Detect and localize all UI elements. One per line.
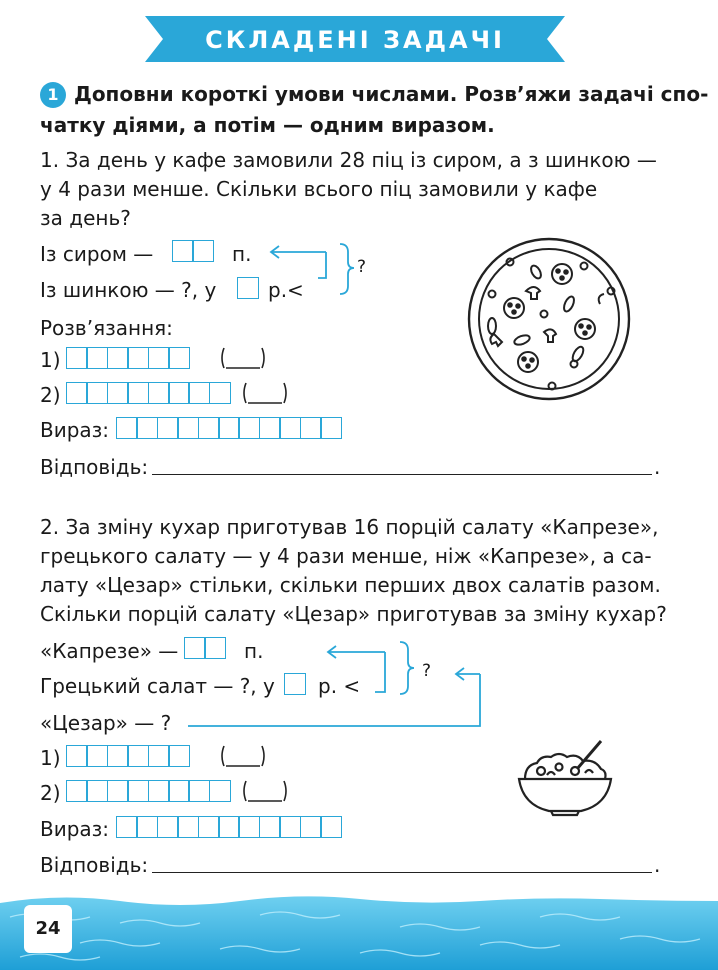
- water-footer: [0, 893, 718, 970]
- title-banner: [145, 14, 565, 64]
- cell[interactable]: [136, 417, 158, 439]
- cell[interactable]: [66, 382, 88, 404]
- p2-cond2-label: Грецький салат — ?, у: [40, 674, 275, 698]
- pizza-icon: [466, 236, 632, 402]
- cell[interactable]: [86, 382, 108, 404]
- p2-step2-label: 2): [40, 781, 61, 805]
- p1-expression-label: Вираз:: [40, 418, 110, 442]
- page-number: 24: [35, 918, 61, 939]
- cell[interactable]: [86, 780, 108, 802]
- cell[interactable]: [168, 382, 190, 404]
- cell[interactable]: [279, 417, 301, 439]
- cell[interactable]: [127, 347, 149, 369]
- p2-cond1-unit: п.: [244, 639, 264, 663]
- problem2-text-line4: Скільки порцій салату «Цезар» приготував за зміну кухар?: [40, 602, 667, 626]
- cell[interactable]: [148, 382, 170, 404]
- p2-answer-label: Відповідь:: [40, 853, 149, 877]
- p2-step2-input[interactable]: [66, 780, 229, 802]
- cell[interactable]: [218, 417, 240, 439]
- p2-cond3-label: «Цезар» — ?: [40, 711, 172, 735]
- problem2-text-line1: 2. За зміну кухар приготував 16 порцій салату «Капрезе»,: [40, 515, 659, 539]
- cell[interactable]: [148, 347, 170, 369]
- p1-step1-label: 1): [40, 348, 61, 372]
- digit-cell[interactable]: [192, 240, 214, 262]
- cell[interactable]: [300, 816, 322, 838]
- cell[interactable]: [320, 816, 342, 838]
- p2-expression-label: Вираз:: [40, 817, 110, 841]
- p1-step2-input[interactable]: [66, 382, 229, 404]
- p1-step2-label: 2): [40, 383, 61, 407]
- cell[interactable]: [148, 780, 170, 802]
- cell[interactable]: [116, 417, 138, 439]
- bracket-arrow-icon: [180, 636, 500, 732]
- cell[interactable]: [168, 780, 190, 802]
- problem2-text-line3: лату «Цезар» стільки, скільки перших двох салатів разом.: [40, 573, 661, 597]
- cell[interactable]: [157, 417, 179, 439]
- cell[interactable]: [157, 816, 179, 838]
- p1-solution-label: Розв’язання:: [40, 316, 173, 340]
- cell[interactable]: [86, 347, 108, 369]
- cell[interactable]: [86, 745, 108, 767]
- p1-answer-label: Відповідь:: [40, 455, 149, 479]
- cell[interactable]: [127, 382, 149, 404]
- task-instruction-line2: чатку діями, а потім — одним виразом.: [40, 113, 495, 137]
- cell[interactable]: [136, 816, 158, 838]
- problem1-text-line1: 1. За день у кафе замовили 28 піц із сиром, а з шинкою —: [40, 148, 657, 172]
- p1-step2-unit-field[interactable]: [240, 381, 290, 407]
- p1-step1-input[interactable]: [66, 347, 188, 369]
- page-number-box: [24, 905, 72, 953]
- p1-answer-end: .: [654, 455, 661, 479]
- p2-step1-input[interactable]: [66, 745, 188, 767]
- p2-cond2-unit: р. <: [318, 674, 361, 698]
- cell[interactable]: [66, 347, 88, 369]
- cell[interactable]: [238, 417, 260, 439]
- p1-cond1-label: Із сиром —: [40, 242, 154, 266]
- banner-title: СКЛАДЕНІ ЗАДАЧІ: [205, 26, 505, 54]
- digit-cell[interactable]: [172, 240, 194, 262]
- cell[interactable]: [259, 816, 281, 838]
- p2-step2-unit-field[interactable]: [240, 779, 290, 805]
- task-instruction-line1: Доповни короткі умови числами. Розв’яжи задачі спо-: [74, 82, 709, 106]
- cell[interactable]: [168, 347, 190, 369]
- cell[interactable]: [177, 816, 199, 838]
- cell[interactable]: [177, 417, 199, 439]
- cell[interactable]: [259, 417, 281, 439]
- p2-question-mark: ?: [422, 661, 432, 681]
- cell[interactable]: [188, 780, 210, 802]
- p1-cond2-input[interactable]: [237, 277, 257, 299]
- cell[interactable]: [116, 816, 138, 838]
- p2-cond1-label: «Капрезе» —: [40, 639, 179, 663]
- p2-step1-label: 1): [40, 746, 61, 770]
- cell[interactable]: [320, 417, 342, 439]
- p2-step1-unit-field[interactable]: [218, 744, 268, 770]
- cell[interactable]: [209, 382, 231, 404]
- p1-cond2-unit: р.<: [268, 278, 304, 302]
- p2-expression-input[interactable]: [116, 816, 340, 838]
- task-number-badge: 1: [40, 82, 66, 108]
- cell[interactable]: [107, 780, 129, 802]
- p1-question-mark: ?: [357, 257, 367, 277]
- cell[interactable]: [238, 816, 260, 838]
- problem1-text-line3: за день?: [40, 206, 131, 230]
- cell[interactable]: [127, 745, 149, 767]
- p1-cond2-label: Із шинкою — ?, у: [40, 278, 217, 302]
- digit-cell[interactable]: [237, 277, 259, 299]
- p1-answer-line[interactable]: [152, 474, 652, 475]
- cell[interactable]: [209, 780, 231, 802]
- cell[interactable]: [66, 745, 88, 767]
- p1-expression-input[interactable]: [116, 417, 340, 439]
- p1-step1-unit-field[interactable]: [218, 346, 268, 372]
- p2-answer-end: .: [654, 853, 661, 877]
- p2-answer-line[interactable]: [152, 872, 652, 873]
- cell[interactable]: [107, 347, 129, 369]
- p1-cond1-input[interactable]: [172, 240, 213, 262]
- cell[interactable]: [279, 816, 301, 838]
- salad-bowl-icon: [515, 735, 615, 817]
- cell[interactable]: [148, 745, 170, 767]
- cell[interactable]: [168, 745, 190, 767]
- cell[interactable]: [218, 816, 240, 838]
- cell[interactable]: [300, 417, 322, 439]
- cell[interactable]: [188, 382, 210, 404]
- cell[interactable]: [107, 745, 129, 767]
- bracket-arrow-icon: [262, 238, 370, 300]
- cell[interactable]: [198, 816, 220, 838]
- p1-cond1-unit: п.: [232, 242, 252, 266]
- problem1-text-line2: у 4 рази менше. Скільки всього піц замовили у кафе: [40, 177, 598, 201]
- cell[interactable]: [66, 780, 88, 802]
- problem2-text-line2: грецького салату — у 4 рази менше, ніж «Капрезе», а са-: [40, 544, 652, 568]
- cell[interactable]: [198, 417, 220, 439]
- cell[interactable]: [127, 780, 149, 802]
- cell[interactable]: [107, 382, 129, 404]
